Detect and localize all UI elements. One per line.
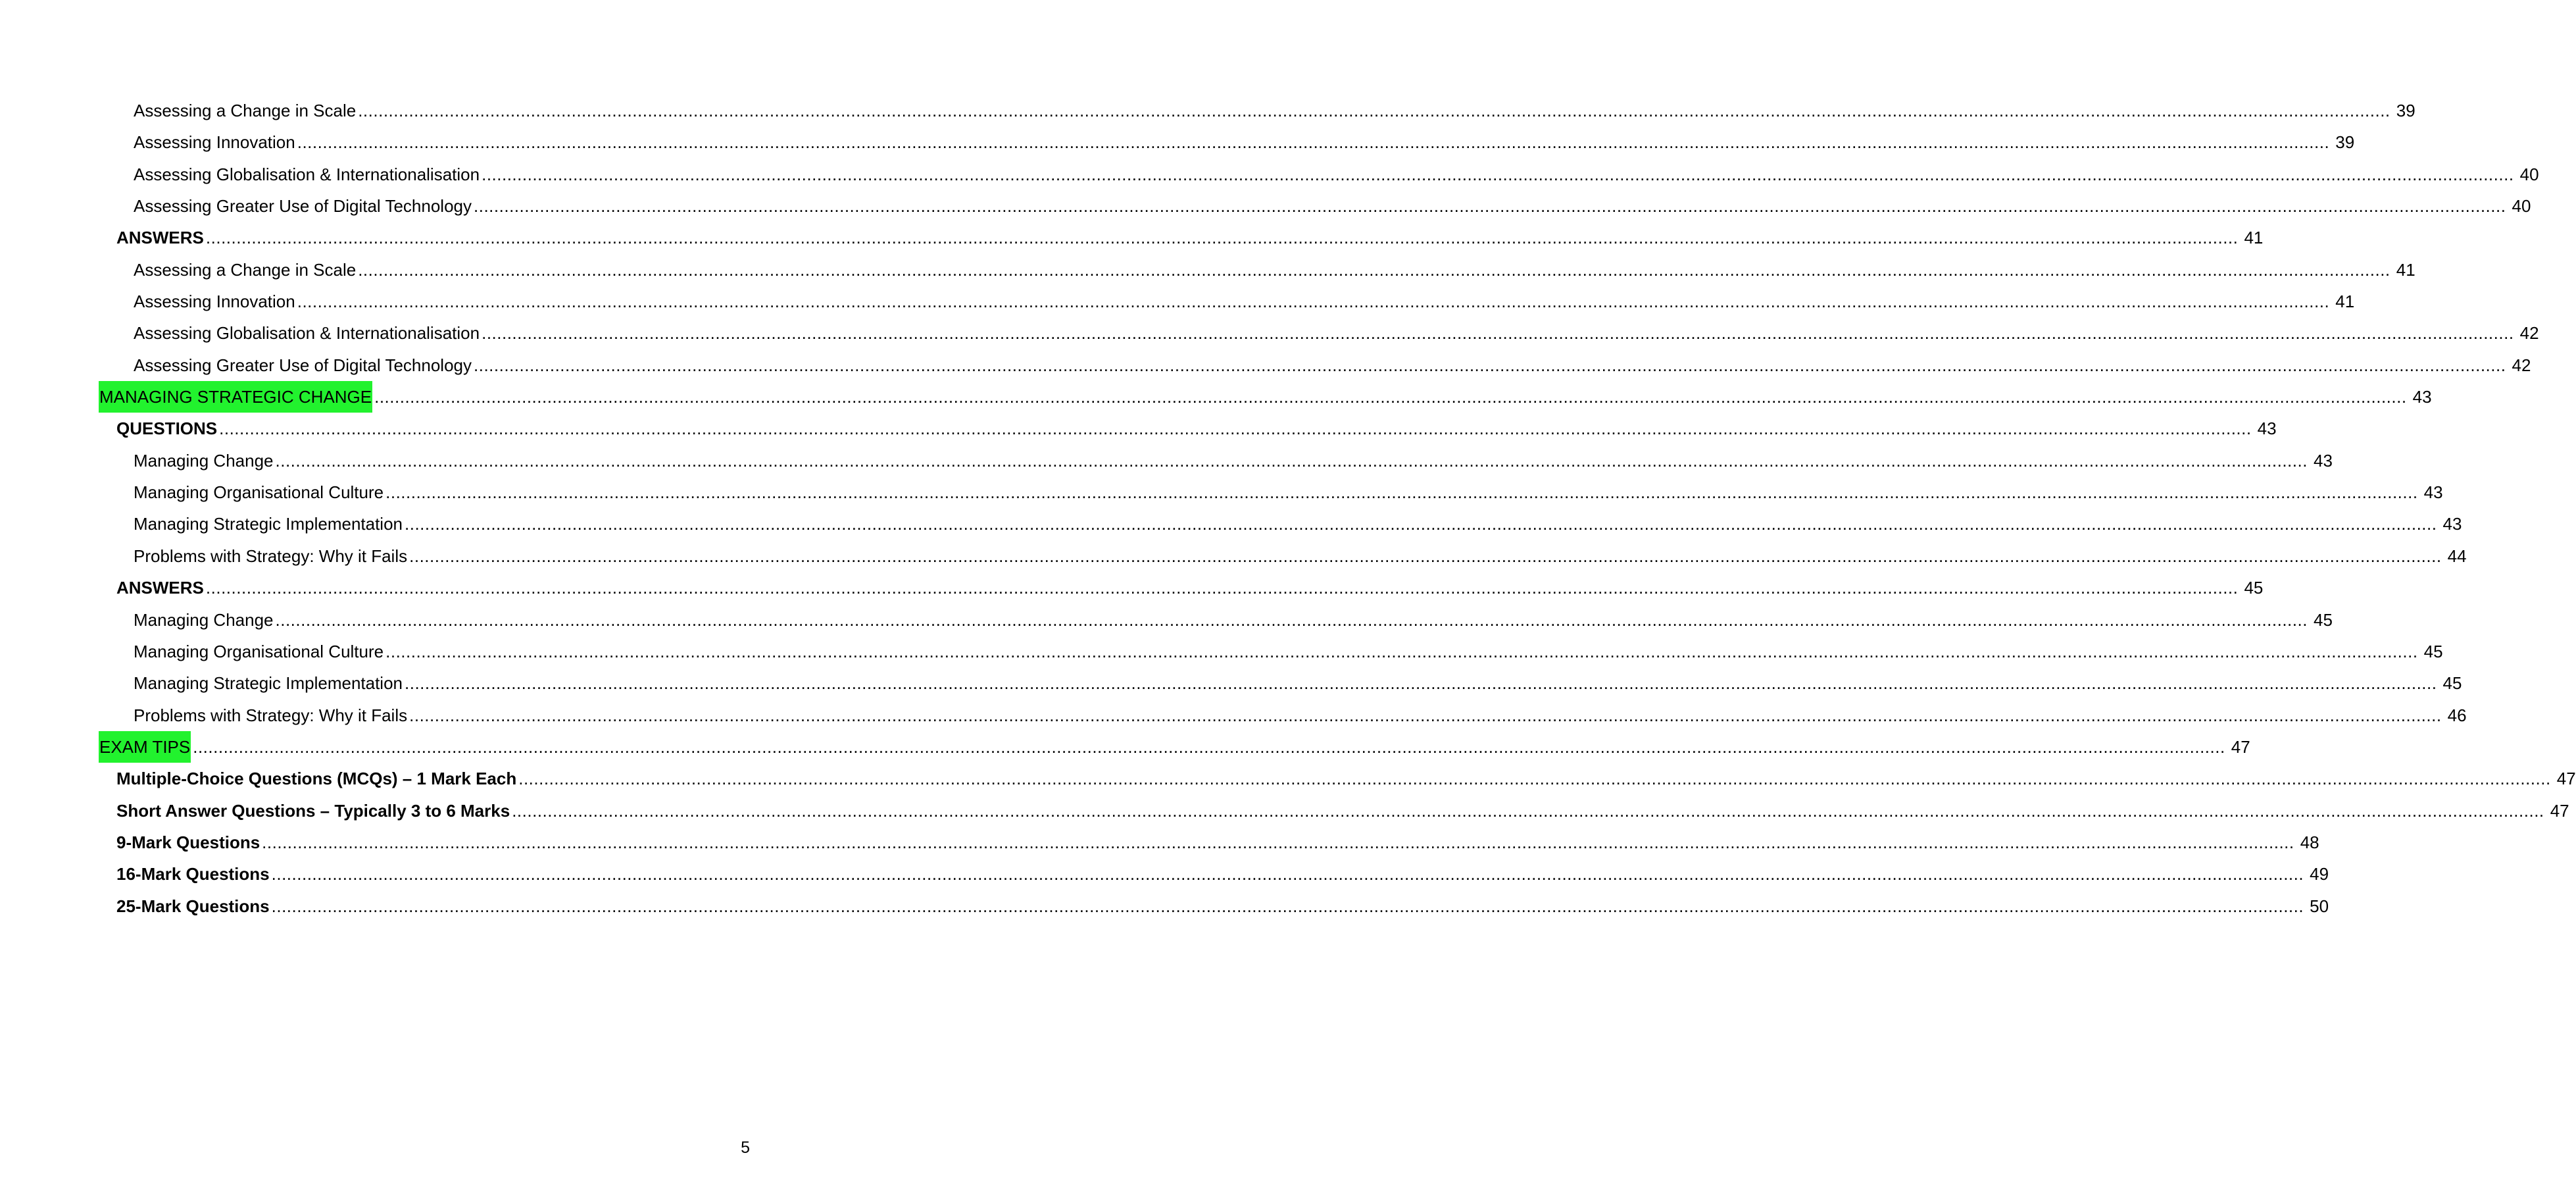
page-number: 5 — [741, 1138, 750, 1157]
toc-entry-page-number: 47 — [2550, 800, 2569, 821]
toc-entry-page-number: 47 — [2231, 736, 2250, 757]
toc-entry-title: EXAM TIPS — [99, 731, 191, 763]
toc-entry-title: ANSWERS — [116, 228, 204, 248]
toc-entry-page-number: 43 — [2412, 387, 2432, 407]
toc-entry-title: Multiple-Choice Questions (MCQs) – 1 Mark Each — [116, 769, 517, 789]
toc-dot-leader: ................................................................................................................................................................................................................................................................................................................................................................................................................ — [271, 864, 2304, 884]
toc-dot-leader: ................................................................................................................................................................................................................................................................................................................................................................................................................ — [482, 323, 2514, 344]
toc-subsection-entry[interactable] — [99, 222, 2264, 253]
toc-entry-title: ANSWERS — [116, 578, 204, 598]
toc-entry-page-number: 47 — [2556, 769, 2576, 789]
toc-entry-page-number: 43 — [2423, 482, 2443, 503]
toc-entry-page-number: 44 — [2447, 546, 2467, 566]
toc-dot-leader: ................................................................................................................................................................................................................................................................................................................................................................................................................ — [385, 641, 2418, 661]
toc-entry-title: Assessing a Change in Scale — [134, 101, 357, 120]
toc-entry-page-number: 41 — [2396, 259, 2415, 280]
toc-item-entry[interactable] — [99, 604, 2333, 636]
toc-entry-page-number: 45 — [2314, 609, 2333, 630]
toc-dot-leader: ................................................................................................................................................................................................................................................................................................................................................................................................................ — [474, 196, 2506, 217]
toc-dot-leader: ................................................................................................................................................................................................................................................................................................................................................................................................................ — [405, 673, 2437, 694]
table-of-contents — [99, 95, 2576, 922]
toc-entry-title: MANAGING STRATEGIC CHANGE — [99, 381, 372, 413]
toc-item-entry[interactable] — [99, 349, 2531, 381]
toc-entry-title: Assessing a Change in Scale — [134, 259, 357, 280]
toc-dot-leader: ................................................................................................................................................................................................................................................................................................................................................................................................................ — [385, 482, 2418, 503]
toc-dot-leader: ................................................................................................................................................................................................................................................................................................................................................................................................................ — [193, 736, 2225, 757]
toc-entry-title: 25-Mark Questions — [116, 896, 270, 916]
toc-item-entry[interactable] — [99, 317, 2539, 349]
toc-entry-title: Managing Change — [134, 609, 274, 630]
toc-entry-title: Assessing Innovation — [134, 132, 295, 153]
toc-entry-title: 16-Mark Questions — [116, 864, 270, 884]
toc-dot-leader: ................................................................................................................................................................................................................................................................................................................................................................................................................ — [405, 514, 2437, 534]
toc-section-entry[interactable] — [99, 731, 2250, 763]
toc-entry-title: Assessing Greater Use of Digital Technology — [134, 196, 472, 217]
toc-entry-title: Managing Organisational Culture — [134, 482, 384, 503]
toc-subsection-entry[interactable] — [99, 572, 2264, 603]
toc-item-entry[interactable] — [99, 254, 2415, 286]
toc-entry-title: Assessing Greater Use of Digital Technology — [134, 355, 472, 375]
toc-entry-page-number: 42 — [2519, 323, 2539, 344]
toc-dot-leader: ................................................................................................................................................................................................................................................................................................................................................................................................................ — [358, 259, 2390, 280]
toc-item-entry[interactable] — [99, 159, 2539, 190]
toc-entry-page-number: 43 — [2257, 419, 2277, 439]
toc-dot-leader: ................................................................................................................................................................................................................................................................................................................................................................................................................ — [205, 578, 2239, 598]
toc-entry-page-number: 50 — [2310, 896, 2329, 916]
toc-item-entry[interactable] — [99, 445, 2333, 476]
toc-entry-title: Problems with Strategy: Why it Fails — [134, 546, 408, 566]
toc-dot-leader: ................................................................................................................................................................................................................................................................................................................................................................................................................ — [474, 355, 2506, 375]
toc-entry-title: Assessing Globalisation & Internationalisation — [134, 164, 480, 184]
toc-entry-page-number: 45 — [2423, 641, 2443, 661]
toc-entry-title: QUESTIONS — [116, 419, 218, 439]
toc-dot-leader: ................................................................................................................................................................................................................................................................................................................................................................................................................ — [205, 228, 2239, 248]
toc-entry-title: Assessing Innovation — [134, 292, 295, 312]
toc-item-entry[interactable] — [99, 126, 2355, 158]
toc-dot-leader: ................................................................................................................................................................................................................................................................................................................................................................................................................ — [409, 705, 2442, 725]
toc-item-entry[interactable] — [99, 540, 2467, 572]
toc-dot-leader: ................................................................................................................................................................................................................................................................................................................................................................................................................ — [374, 387, 2407, 407]
toc-dot-leader: ................................................................................................................................................................................................................................................................................................................................................................................................................ — [297, 132, 2330, 153]
toc-dot-leader: ................................................................................................................................................................................................................................................................................................................................................................................................................ — [275, 609, 2308, 630]
toc-entry-page-number: 41 — [2335, 292, 2355, 312]
toc-entry-page-number: 40 — [2512, 196, 2531, 217]
toc-subsection-entry[interactable] — [99, 858, 2329, 890]
toc-subsection-entry[interactable] — [99, 413, 2277, 444]
toc-entry-page-number: 45 — [2244, 578, 2264, 598]
toc-entry-page-number: 39 — [2396, 101, 2415, 120]
toc-entry-title: Managing Strategic Implementation — [134, 514, 403, 534]
toc-dot-leader: ................................................................................................................................................................................................................................................................................................................................................................................................................ — [262, 832, 2294, 852]
toc-subsection-entry[interactable] — [99, 795, 2569, 827]
toc-entry-title: Problems with Strategy: Why it Fails — [134, 705, 408, 725]
toc-entry-page-number: 40 — [2519, 164, 2539, 184]
toc-item-entry[interactable] — [99, 508, 2462, 540]
toc-entry-page-number: 41 — [2244, 228, 2264, 248]
toc-entry-page-number: 46 — [2447, 705, 2467, 725]
toc-entry-title: Managing Organisational Culture — [134, 641, 384, 661]
toc-dot-leader: ................................................................................................................................................................................................................................................................................................................................................................................................................ — [512, 800, 2544, 821]
toc-entry-page-number: 49 — [2310, 864, 2329, 884]
toc-entry-page-number: 48 — [2300, 832, 2319, 852]
toc-item-entry[interactable] — [99, 286, 2355, 317]
toc-entry-page-number: 43 — [2314, 450, 2333, 471]
toc-entry-title: Managing Strategic Implementation — [134, 673, 403, 694]
toc-subsection-entry[interactable] — [99, 827, 2319, 858]
toc-entry-title: Assessing Globalisation & Internationalisation — [134, 323, 480, 344]
toc-item-entry[interactable] — [99, 667, 2462, 699]
toc-entry-page-number: 42 — [2512, 355, 2531, 375]
toc-section-entry[interactable] — [99, 381, 2432, 413]
toc-dot-leader: ................................................................................................................................................................................................................................................................................................................................................................................................................ — [297, 292, 2330, 312]
toc-dot-leader: ................................................................................................................................................................................................................................................................................................................................................................................................................ — [409, 546, 2442, 566]
toc-dot-leader: ................................................................................................................................................................................................................................................................................................................................................................................................................ — [271, 896, 2304, 916]
toc-dot-leader: ................................................................................................................................................................................................................................................................................................................................................................................................................ — [518, 769, 2551, 789]
toc-subsection-entry[interactable] — [99, 890, 2329, 922]
toc-dot-leader: ................................................................................................................................................................................................................................................................................................................................................................................................................ — [358, 101, 2390, 120]
toc-item-entry[interactable] — [99, 700, 2467, 731]
toc-entry-title: Managing Change — [134, 450, 274, 471]
toc-subsection-entry[interactable] — [99, 763, 2576, 794]
toc-entry-page-number: 43 — [2442, 514, 2462, 534]
toc-entry-page-number: 39 — [2335, 132, 2355, 153]
toc-item-entry[interactable] — [99, 636, 2443, 667]
toc-dot-leader: ................................................................................................................................................................................................................................................................................................................................................................................................................ — [275, 450, 2308, 471]
toc-item-entry[interactable] — [99, 95, 2415, 126]
toc-entry-title: 9-Mark Questions — [116, 832, 260, 852]
toc-item-entry[interactable] — [99, 476, 2443, 508]
toc-dot-leader: ................................................................................................................................................................................................................................................................................................................................................................................................................ — [219, 419, 2252, 439]
toc-dot-leader: ................................................................................................................................................................................................................................................................................................................................................................................................................ — [482, 164, 2514, 184]
toc-entry-page-number: 45 — [2442, 673, 2462, 694]
toc-item-entry[interactable] — [99, 190, 2531, 222]
toc-entry-title: Short Answer Questions – Typically 3 to 6 Marks — [116, 800, 510, 821]
